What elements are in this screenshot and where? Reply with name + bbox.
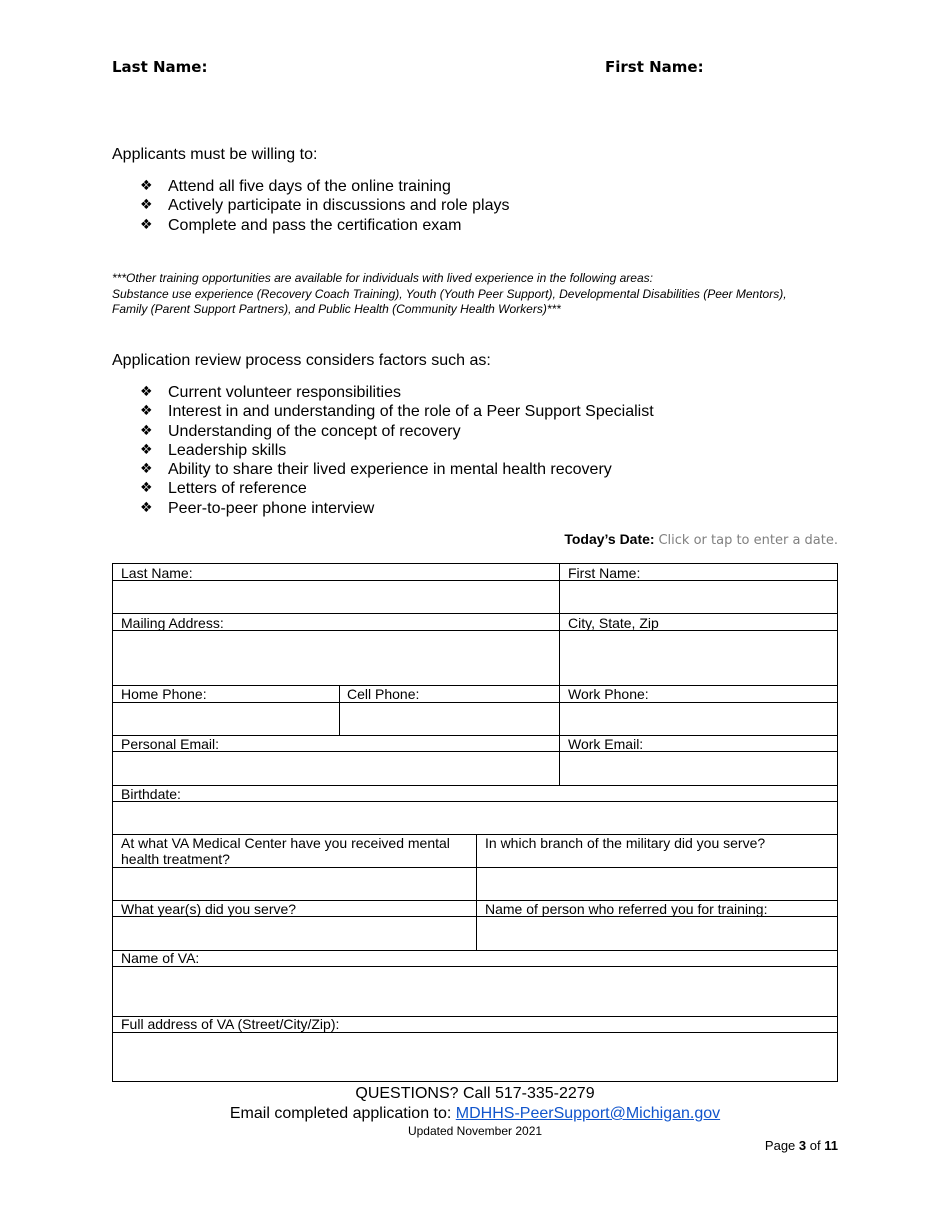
- requirements-list: [140, 177, 510, 235]
- header-last-name-label: Last Name:: [112, 58, 208, 76]
- bullet-icon: ❖: [140, 461, 153, 478]
- va-name-label: Name of VA:: [121, 950, 200, 966]
- mailing-address-label: Mailing Address:: [121, 615, 224, 631]
- city-state-zip-field[interactable]: [560, 631, 837, 685]
- mailing-address-field[interactable]: [113, 631, 559, 685]
- requirements-intro: Applicants must be willing to:: [112, 146, 318, 163]
- list-item: ❖ Understanding of the concept of recovery: [140, 422, 461, 440]
- review-list: [140, 383, 654, 518]
- header-first-name-label: First Name:: [605, 58, 704, 76]
- todays-date: [564, 531, 838, 548]
- bullet-icon: ❖: [140, 403, 153, 420]
- list-item: ❖ Current volunteer responsibilities: [140, 384, 401, 401]
- va-address-field[interactable]: [113, 1033, 837, 1081]
- last-name-field[interactable]: [113, 581, 559, 613]
- form-divider: [113, 735, 837, 736]
- email-line: [0, 1105, 950, 1123]
- application-form: [112, 563, 838, 1082]
- va-name-field[interactable]: [113, 967, 837, 1016]
- first-name-field[interactable]: [560, 581, 837, 613]
- referrer-label: Name of person who referred you for training:: [485, 901, 768, 917]
- cell-phone-field[interactable]: [340, 703, 559, 735]
- personal-email-field[interactable]: [113, 752, 559, 785]
- date-picker-field[interactable]: Click or tap to enter a date.: [658, 533, 838, 548]
- birthdate-label: Birthdate:: [121, 786, 181, 802]
- work-phone-label: Work Phone:: [568, 686, 649, 702]
- military-branch-field[interactable]: [477, 868, 837, 900]
- home-phone-field[interactable]: [113, 703, 339, 735]
- review-intro: Application review process considers factors such as:: [112, 352, 491, 369]
- work-email-field[interactable]: [560, 752, 837, 785]
- form-divider: [113, 613, 837, 614]
- email-link[interactable]: MDHHS-PeerSupport@Michigan.gov: [455, 1105, 721, 1122]
- questions-line: QUESTIONS? Call 517-335-2279: [355, 1085, 595, 1102]
- page-number: Page 3 of 11: [764, 1138, 838, 1153]
- email-prefix: Email completed application to:: [229, 1105, 456, 1122]
- first-name-label: First Name:: [568, 565, 641, 581]
- years-served-label: What year(s) did you serve?: [121, 901, 297, 917]
- va-address-label: Full address of VA (Street/City/Zip):: [121, 1016, 340, 1032]
- bullet-icon: ❖: [140, 197, 153, 214]
- form-divider: [113, 950, 837, 951]
- training-note-line-3: Family (Parent Support Partners), and Public Health (Community Health Workers)***: [112, 302, 561, 316]
- city-state-zip-label: City, State, Zip: [568, 615, 659, 631]
- list-item: ❖ Actively participate in discussions and role plays: [140, 197, 510, 215]
- military-branch-label: In which branch of the military did you serve?: [485, 835, 766, 851]
- referrer-field[interactable]: [477, 917, 837, 950]
- bullet-icon: ❖: [140, 384, 153, 400]
- work-phone-field[interactable]: [560, 703, 837, 735]
- list-item: ❖ Peer-to-peer phone interview: [140, 499, 375, 517]
- form-divider: [113, 685, 837, 686]
- va-medical-center-label: At what VA Medical Center have you received mental health treatment?: [121, 835, 450, 867]
- bullet-icon: ❖: [140, 178, 153, 194]
- bullet-icon: ❖: [140, 499, 153, 516]
- personal-email-label: Personal Email:: [121, 736, 220, 752]
- years-served-field[interactable]: [113, 917, 476, 950]
- updated-line: Updated November 2021: [407, 1124, 543, 1138]
- list-item: ❖ Letters of reference: [140, 480, 307, 498]
- todays-date-label: Today’s Date:: [564, 531, 655, 547]
- training-note-line-1: ***Other training opportunities are available for individuals with lived experience in the following areas:: [112, 271, 653, 285]
- list-item: ❖ Interest in and understanding of the role of a Peer Support Specialist: [140, 403, 654, 421]
- work-email-label: Work Email:: [568, 736, 644, 752]
- list-item: ❖ Ability to share their lived experience in mental health recovery: [140, 461, 612, 479]
- cell-phone-label: Cell Phone:: [347, 686, 420, 702]
- bullet-icon: ❖: [140, 216, 153, 233]
- va-medical-center-field[interactable]: [113, 868, 476, 900]
- list-item: ❖ Attend all five days of the online training: [140, 178, 451, 195]
- list-item: ❖ Leadership skills: [140, 441, 287, 459]
- bullet-icon: ❖: [140, 441, 153, 458]
- last-name-label: Last Name:: [121, 565, 193, 581]
- training-note-line-2: Substance use experience (Recovery Coach Training), Youth (Youth Peer Support), Developmental Disabilities (Peer Mentors),: [112, 287, 787, 301]
- birthdate-field[interactable]: [113, 802, 837, 834]
- bullet-icon: ❖: [140, 422, 153, 439]
- bullet-icon: ❖: [140, 480, 153, 497]
- list-item: ❖ Complete and pass the certification exam: [140, 216, 462, 234]
- form-divider: [113, 785, 837, 786]
- home-phone-label: Home Phone:: [121, 686, 207, 702]
